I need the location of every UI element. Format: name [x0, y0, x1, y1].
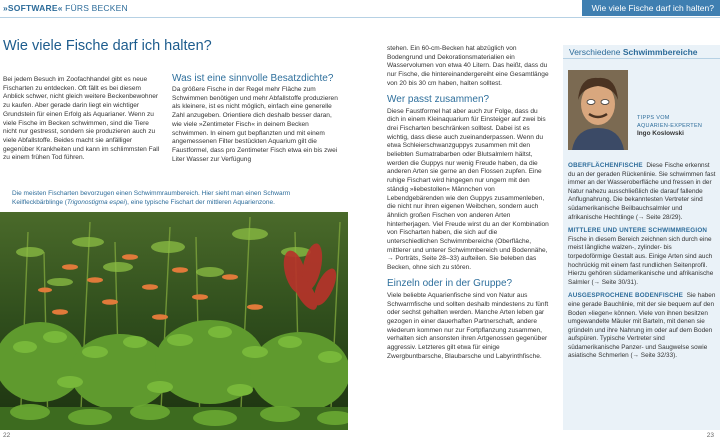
header-strip-left: [0, 0, 360, 18]
besatz-text: Da größere Fische in der Regel mehr Fläche zum Schwimmen benötigen und mehr Abfallstoffe produzieren als kleinere, ist es nicht möglich, einfach eine generelle Zahl anzugeben. Orientiere dich deshalb besser daran, wie viele »Zentimeter Fisch« in deinem Becken schwimmen. In einem gut bepflanzten und mit einem angemessenen Filter bestückten Aquarium gilt die Faustformel, dass pro Zentimeter Fisch etwa ein bis zwei Liter Wasser zur Verfügung: [172, 86, 338, 163]
photo-caption: Die meisten Fischarten bevorzugen einen Schwimmraumbereich. Hier sieht man einen Schwarm Keilfleckbärblinge (Trigonostigma espei), eine typische Fischart der mittleren Aquarienzone.: [12, 190, 291, 206]
chapter-tab: Wie viele Fische darf ich halten?: [582, 0, 720, 16]
intro-paragraph: Bei jedem Besuch im Zoofachhandel gibt es neue Fischarten zu entdecken. Oft fällt es bei diesem Anblick schwer, nicht gleich weitere Beckenbewohner zu kaufen. Aber gerade darin liegt ein wichtiger Grundstein für einen Erfolg als Aquarianer. Wenn zu viele Fische im Becken schwimmen, sind die Tiere nicht nur gestresst, sondern sie produzieren auch zu viele Abfallstoffe. Beides macht sie anfälliger gegenüber Krankheiten und kann im schlimmsten Fall zu einem frühen Tod führen.: [3, 76, 160, 162]
sidebar-body: [568, 162, 716, 366]
sidebar-title: Verschiedene Schwimmbereiche: [563, 45, 720, 59]
right-text-column: [387, 45, 550, 362]
sidebar-box: [563, 45, 720, 430]
expert-portrait: [568, 70, 628, 150]
page-title: Wie viele Fische darf ich halten?: [3, 38, 212, 54]
zusammen-text: Diese Faustformel hat aber auch zur Folge, dass du dich in einem Kleinaquarium für Einsteiger auf zwei bis drei Fischarten beschränken solltest. Dabei ist es wichtig, dass diese auch zueinanderpassen. Wenn du etwa Schleierschwanzguppys zusammen mit den beliebten Sumatrabarben oder Blutsalmlern hältst, werden die Guppys nur wenig Freude haben, da die anderen Arten sie gerne an den Flossen zupfen. Eine ruhige Fischart wird hingegen nur ungern mit den ständig »liebestollen« Männchen von Lebendgebärenden wie den Guppys zusammenleben, die nicht nur ihren eigenen Weibchen, sondern auch ähnlich großen Fischen von anderen Arten hinterherjagen. Viel Freude wirst du an der Kombination von Fischarten haben, die sich auf die unterschiedlichen Schwimmbereiche (Oberfläche, mittlerer und unterer Schwimmbereich und Bodennähe, → Porträts, Seite 28–33) aufteilen. Sie beleben das Becken, ohne sich zu stören.: [387, 107, 549, 272]
page-number-right: 23: [706, 432, 714, 439]
portrait-illustration: [568, 70, 628, 150]
continued-text: stehen. Ein 60-cm-Becken hat abzüglich von Bodengrund und Dekorationsmaterialien ein Wasservolumen von etwa 40 Litern. Das heißt, dass du nur Fische, die hintereinandergereiht eine Gesamtlänge von 20 bis 30 cm haben, halten solltest.: [387, 45, 549, 87]
zusammen-heading: Wer passt zusammen?: [387, 93, 490, 105]
boden-block: AUSGESPROCHENE BODENFISCHE Sie haben eine gerade Bauchlinie, mit der sie bequem auf den Boden »liegen« können. Viele von ihnen besitzen umgewandelte Mäuler mit Barteln, mit denen sie gründeln und ihre Nahrung im oder auf dem Boden aufspüren. Typische Vertreter sind südamerikanische Panzer- und Saugwelse sowie asiatische Schmerlen (→ Seite 32/33).: [568, 292, 716, 360]
section-label: »SOFTWARE« FÜRS BECKEN: [3, 3, 128, 13]
aquarium-photo: [0, 212, 348, 430]
page-number-left: 22: [3, 432, 11, 439]
aquarium-illustration: [0, 212, 348, 430]
header-strip-right: [360, 0, 720, 18]
gruppe-text: Viele beliebte Aquarienfische sind von Natur aus Schwarmfische und sollten deshalb mindestens zu fünft oder sechst gehalten werden. Manche Arten leben gar gezogen in einer dauerhaften Partnerschaft, andere wiederum kommen nur zur Fortpflanzung zusammen, verhalten sich ansonsten ihren Artgenossen gegenüber aggressiv. Letzteres gilt etwa für einige Zwergbuntbarsche, Blaubarsche und Labyrinthfische.: [387, 291, 549, 360]
besatz-heading: Was ist eine sinnvolle Besatzdichte?: [172, 73, 334, 84]
gruppe-heading: Einzeln oder in der Gruppe?: [387, 277, 513, 289]
besatz-column: [172, 73, 342, 164]
mittlere-block: MITTLERE UND UNTERE SCHWIMMREGION Fische in diesem Bereich zeichnen sich durch eine meist längliche walzen-, zylinder- bis torpedoförmige Gestalt aus. Einige Arten sind auch hochrückig mit einem fast rundlichen Seitenprofil. Hierzu gehören südamerikanische und afrikanische Salmler (→ Seite 30/31).: [568, 227, 714, 286]
oberflaeche-block: OBERFLÄCHENFISCHE Diese Fische erkennst du an der geraden Rückenlinie. Sie schwimmen fast immer an der Wasseroberfläche und fressen in der Natur nahezu ausschließlich die darauf fallende Anflugnahrung. Die bekanntesten Vertreter sind südamerikanische Beilbauchsalmler und afrikanische Hechtlinge (→ Seite 28/29).: [568, 162, 716, 221]
expert-credit: TIPPS VOM AQUARIEN-EXPERTEN Ingo Koslowski: [637, 115, 703, 137]
